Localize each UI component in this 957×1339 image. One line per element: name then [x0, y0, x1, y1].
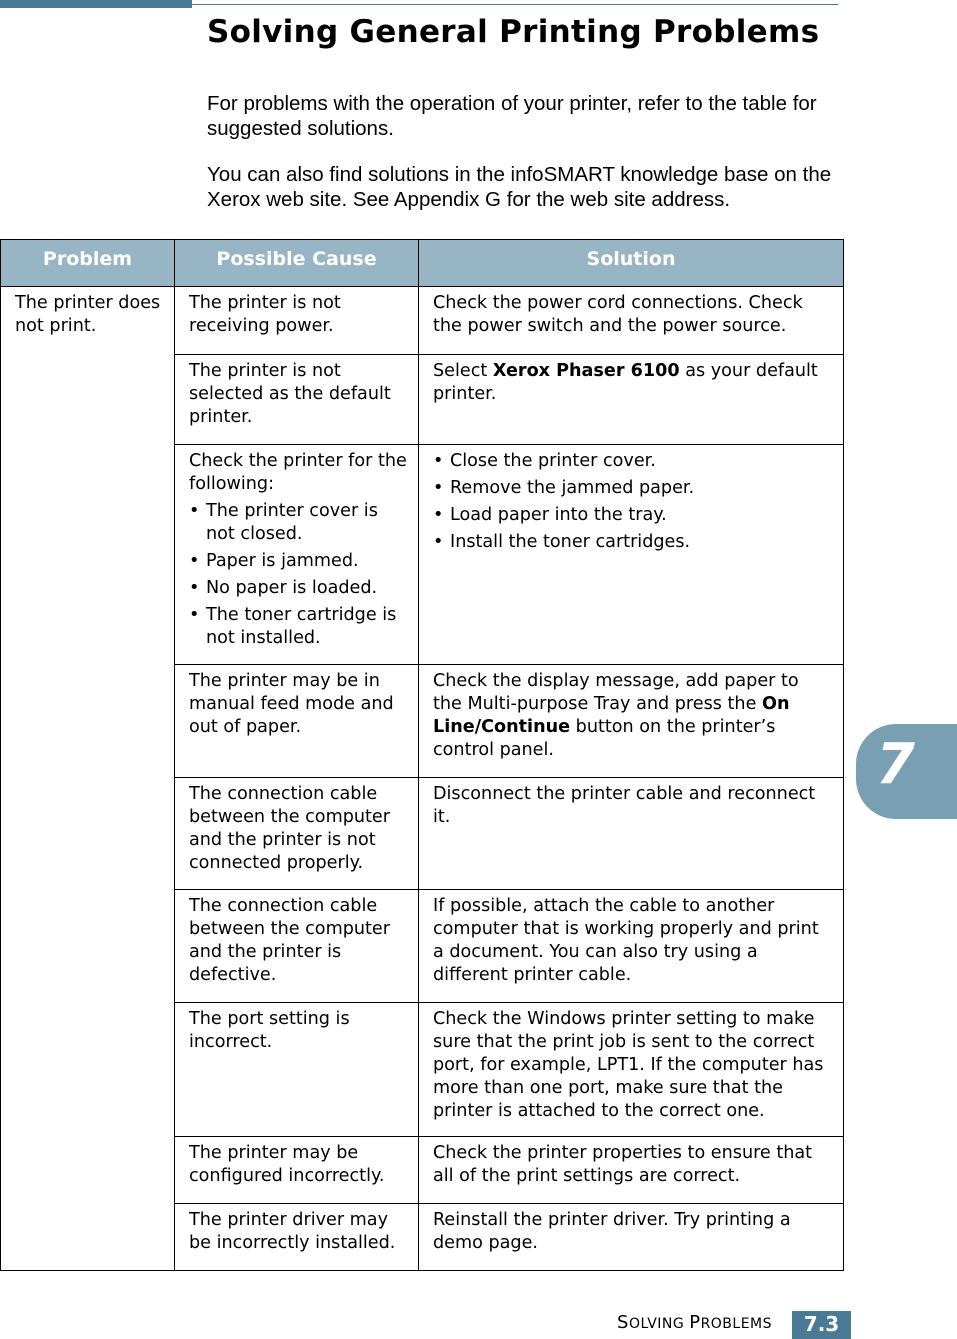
cause-cell: The printer may be configured incorrectly. [175, 1137, 419, 1204]
table-row [1, 287, 844, 355]
table-header-row [1, 240, 844, 287]
solution-text: Check the display message, add paper to the Multi-purpose Tray and press the [433, 671, 799, 714]
solution-cell [419, 355, 844, 445]
solution-list [433, 450, 833, 554]
troubleshooting-table [0, 239, 844, 1271]
column-header-cause: Possible Cause [175, 240, 419, 287]
cause-cell: The printer driver may be incorrectly installed. [175, 1204, 419, 1271]
button-name: On Line/Continue [433, 694, 790, 737]
cause-cell: The connection cable between the computer and the printer is not connected properly. [175, 778, 419, 890]
cause-cell: The connection cable between the computer and the printer is defective. [175, 890, 419, 1003]
list-item: • Load paper into the tray. [433, 504, 833, 527]
cause-cell: The port setting is incorrect. [175, 1003, 419, 1137]
footer-text: S [617, 1312, 629, 1333]
page-number: 7.3 [792, 1311, 851, 1339]
footer-section-title [617, 1312, 772, 1333]
header-rule [192, 4, 838, 5]
intro-paragraph: You can also find solutions in the infoSMART knowledge base on the Xerox web site. See Appendix G for the web site address. [207, 163, 832, 211]
solution-text: button on the printer’s control panel. [433, 717, 776, 760]
solution-cell [419, 445, 844, 665]
solution-text: as your default printer. [433, 361, 818, 404]
list-item: • Install the toner cartridges. [433, 531, 833, 554]
chapter-tab [856, 724, 957, 819]
footer-text: OLVING [628, 1316, 690, 1332]
cause-list [189, 500, 408, 650]
solution-text: Select [433, 361, 493, 381]
printer-model-name: Xerox Phaser 6100 [492, 361, 680, 381]
list-item: • Close the printer cover. [433, 450, 833, 473]
footer-text: ROBLEMS [700, 1316, 773, 1332]
cause-cell: The printer is not selected as the default printer. [175, 355, 419, 445]
solution-cell: Disconnect the printer cable and reconnect it. [419, 778, 844, 890]
column-header-solution: Solution [419, 240, 844, 287]
solution-cell: If possible, attach the cable to another computer that is working properly and print a document. You can also try using a different printer cable. [419, 890, 844, 1003]
page-title: Solving General Printing Problems [207, 14, 820, 50]
solution-cell [419, 665, 844, 778]
list-item: • No paper is loaded. [189, 577, 408, 600]
solution-cell: Check the power cord connections. Check the power switch and the power source. [419, 287, 844, 355]
footer-text: P [689, 1312, 701, 1333]
chapter-number: 7 [876, 732, 915, 797]
solution-cell: Reinstall the printer driver. Try printing a demo page. [419, 1204, 844, 1271]
intro-paragraph: For problems with the operation of your printer, refer to the table for suggested solutions. [207, 92, 817, 140]
solution-cell: Check the Windows printer setting to make sure that the print job is sent to the correct port, for example, LPT1. If the computer has more than one port, make sure that the printer is attached to the correct one. [419, 1003, 844, 1137]
problem-cell: The printer does not print. [1, 287, 175, 1271]
column-header-problem: Problem [1, 240, 175, 287]
solution-cell: Check the printer properties to ensure that all of the print settings are correct. [419, 1137, 844, 1204]
cause-cell: The printer is not receiving power. [175, 287, 419, 355]
cause-cell [175, 445, 419, 665]
cause-cell: The printer may be in manual feed mode and out of paper. [175, 665, 419, 778]
cause-intro: Check the printer for the following: [189, 451, 407, 494]
list-item: • The printer cover is not closed. [189, 500, 408, 546]
list-item: • Remove the jammed paper. [433, 477, 833, 500]
list-item: • Paper is jammed. [189, 550, 408, 573]
header-accent-bar [0, 0, 192, 8]
list-item: • The toner cartridge is not installed. [189, 604, 408, 650]
